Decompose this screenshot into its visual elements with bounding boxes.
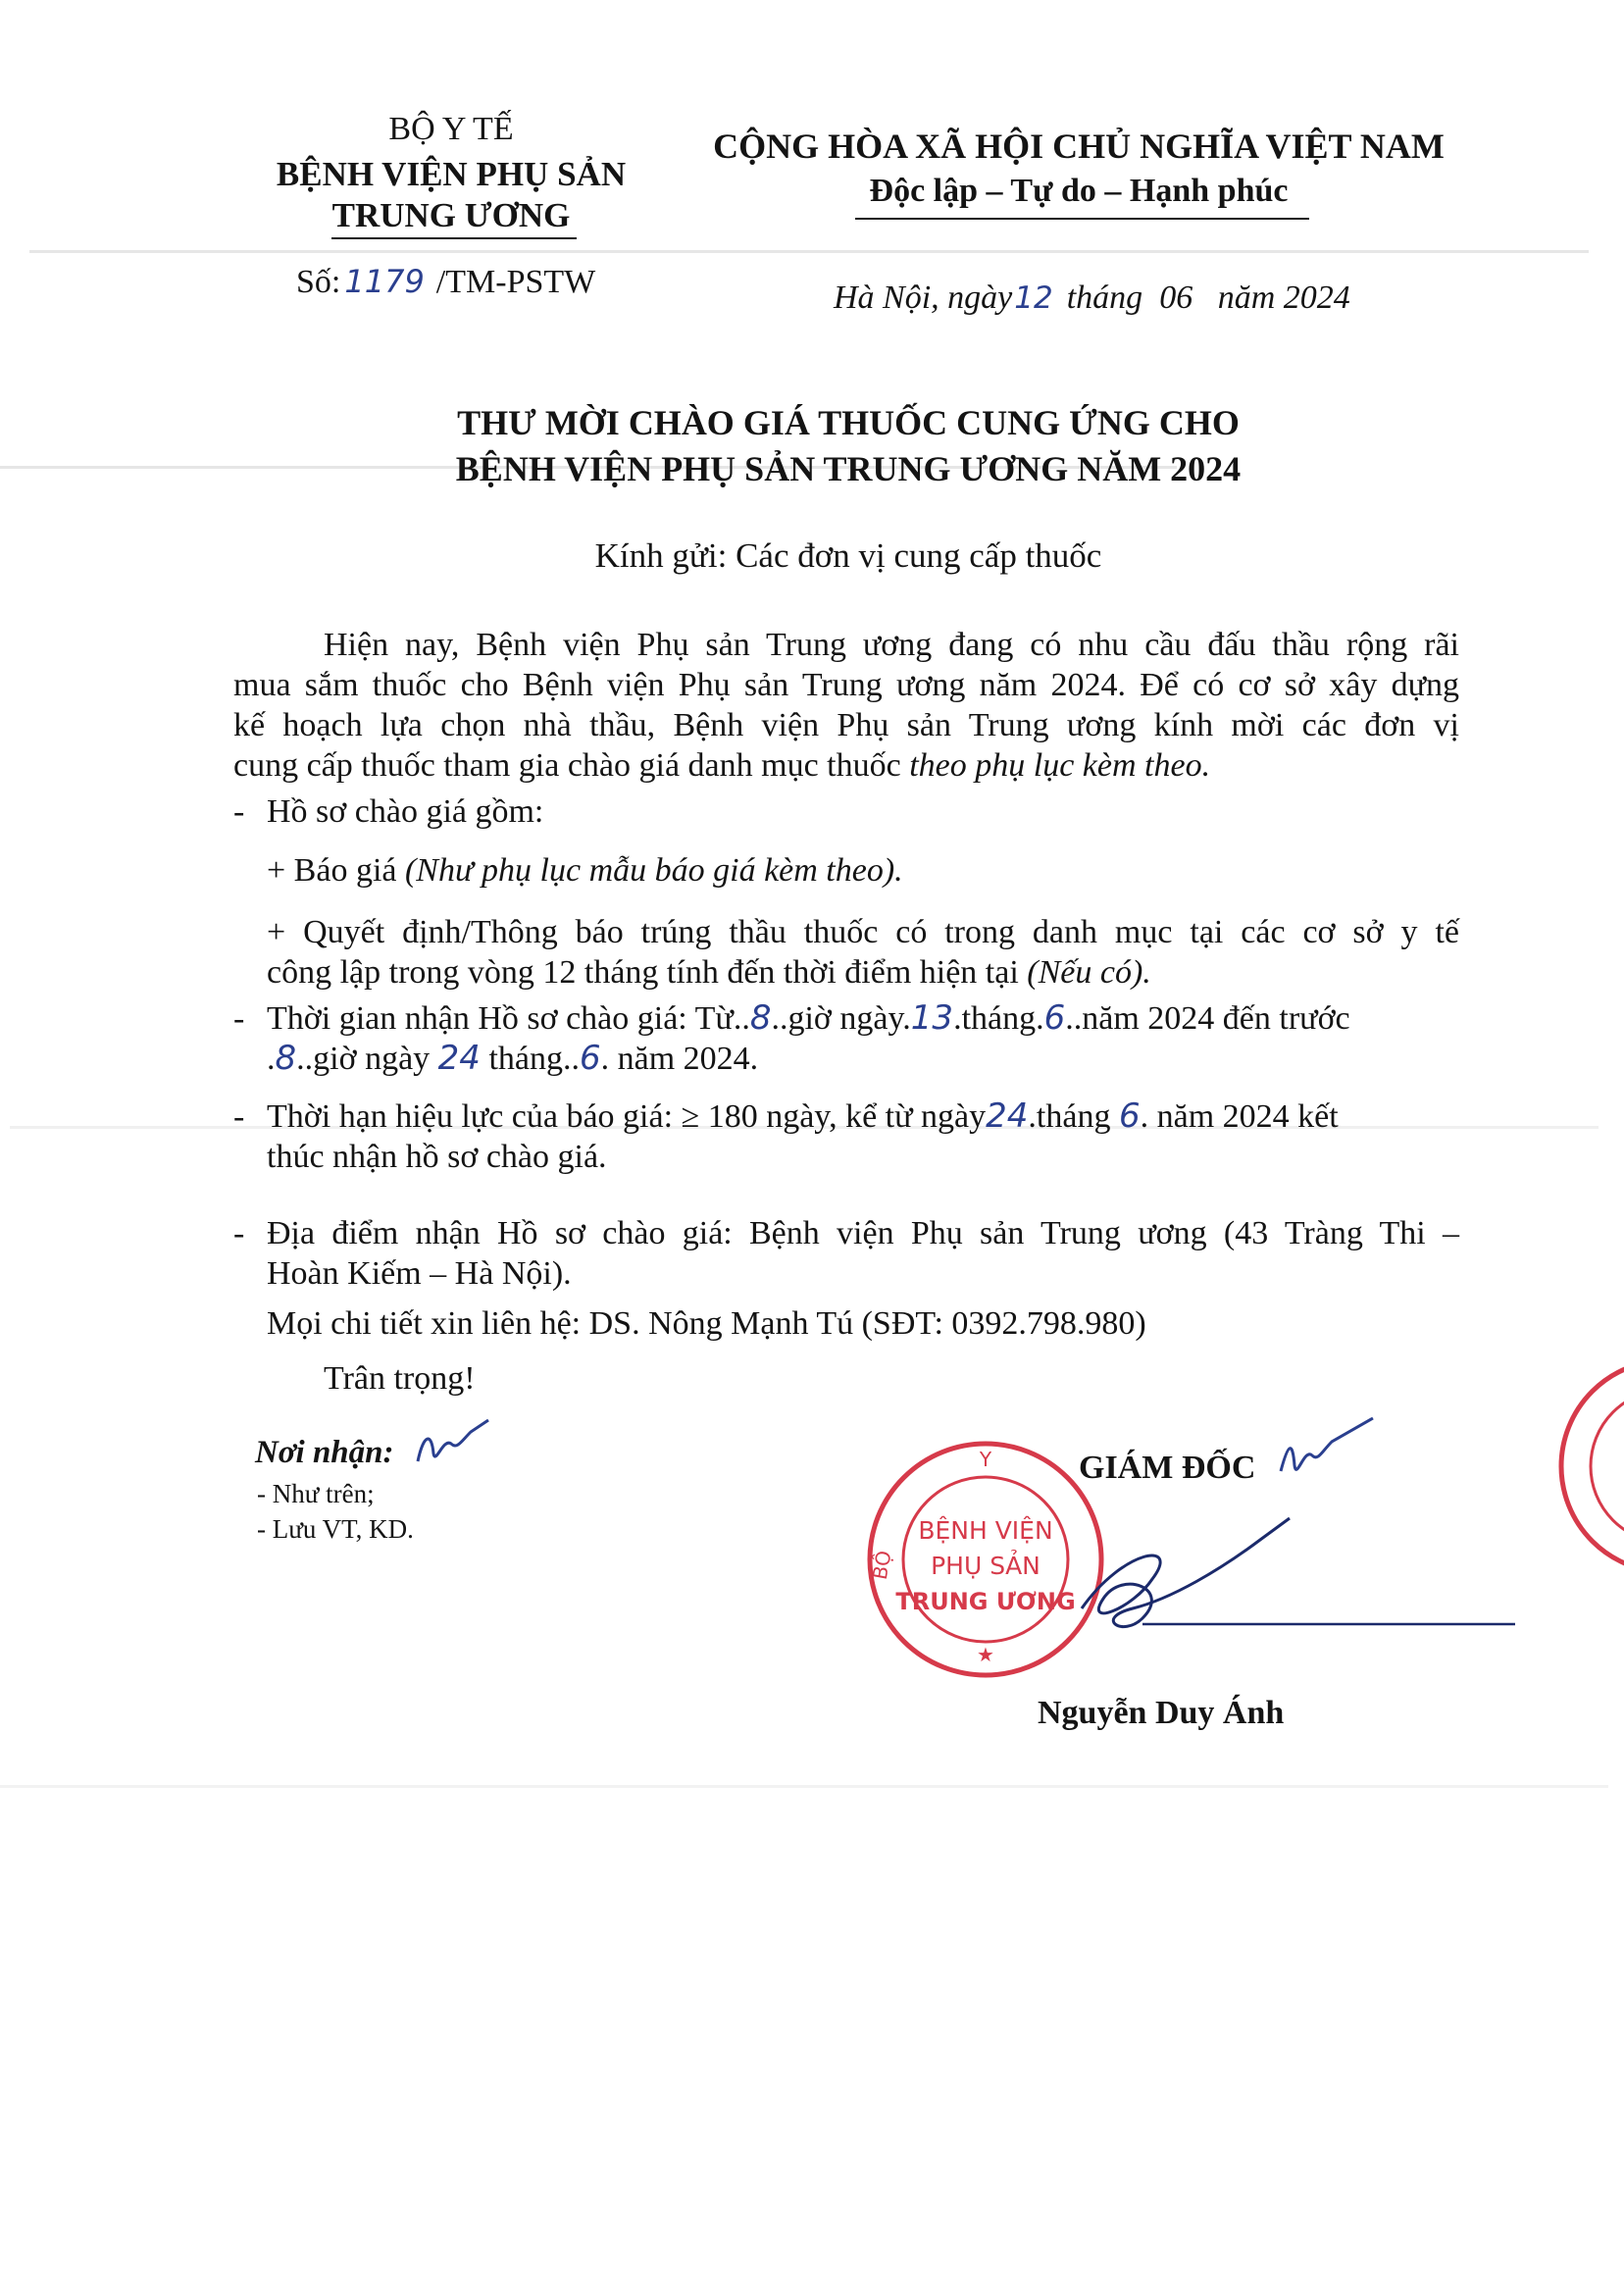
time-text: Thời gian nhận Hồ sơ chào giá: Từ.. — [267, 1000, 750, 1037]
recipients-label: Nơi nhận: — [255, 1435, 394, 1470]
ministry-name: BỘ Y TẾ — [388, 111, 514, 147]
partial-stamp — [1554, 1353, 1624, 1579]
time-text: ..năm 2024 đến trước — [1065, 1000, 1350, 1037]
time-day-end: 24 — [437, 1039, 481, 1078]
number-handwritten: 1179 — [344, 263, 425, 300]
stamp-line3: TRUNG ƯƠNG — [895, 1588, 1076, 1615]
place-line2: Hoàn Kiếm – Hà Nội). — [267, 1255, 572, 1292]
decision-text: công lập trong vòng 12 tháng tính đến thời điểm hiện tại — [267, 954, 1019, 991]
validity-text: .tháng — [1028, 1098, 1111, 1135]
addressee: Kính gửi: Các đơn vị cung cấp thuốc — [594, 536, 1102, 575]
place-line1: Địa điểm nhận Hồ sơ chào giá: Bệnh viện Phụ sản Trung ương (43 Tràng Thi – — [267, 1215, 1459, 1251]
time-line1-part1 — [267, 998, 1350, 1039]
bullet-dash: - — [233, 1000, 245, 1037]
hospital-name-line2: TRUNG ƯƠNG — [331, 196, 571, 234]
dossier-heading: Hồ sơ chào giá gồm: — [267, 793, 544, 830]
intro-line3: kế hoạch lựa chọn nhà thầu, Bệnh viện Phụ sản Trung ương kính mời các đơn vị — [233, 707, 1459, 743]
nation-name: CỘNG HÒA XÃ HỘI CHỦ NGHĨA VIỆT NAM — [713, 127, 1445, 166]
decision-line1: + Quyết định/Thông báo trúng thầu thuốc có trong danh mục tại các cơ sở y tế — [267, 914, 1459, 950]
hospital-underline — [331, 237, 577, 239]
stamp-line1: BỆNH VIỆN — [918, 1516, 1053, 1545]
time-month-end: 6 — [579, 1039, 601, 1078]
quote-item — [267, 850, 903, 891]
validity-text: Thời hạn hiệu lực của báo giá: ≥ 180 ngày, kể từ ngày — [267, 1098, 987, 1135]
time-text: ..giờ ngày. — [771, 1000, 911, 1037]
validity-line2: thúc nhận hồ sơ chào giá. — [267, 1139, 607, 1175]
contact-line: Mọi chi tiết xin liên hệ: DS. Nông Mạnh Tú (SĐT: 0392.798.980) — [267, 1305, 1146, 1342]
date-year: năm 2024 — [1217, 280, 1350, 316]
stamp-star-icon: ★ — [977, 1643, 994, 1666]
stamp-top-letter: Y — [979, 1448, 992, 1471]
decision-italic: (Nếu có). — [1027, 954, 1151, 991]
intro-line4-text: cung cấp thuốc tham gia chào giá danh mục thuốc — [233, 747, 901, 784]
recipient-1: - Như trên; — [257, 1479, 375, 1508]
initials-signature — [410, 1414, 498, 1473]
time-text: . — [267, 1041, 276, 1077]
title-line1: THƯ MỜI CHÀO GIÁ THUỐC CUNG ỨNG CHO — [457, 403, 1240, 442]
time-text: .tháng. — [953, 1000, 1044, 1037]
intro-line1: Hiện nay, Bệnh viện Phụ sản Trung ương đang có nhu cầu đấu thầu rộng rãi — [324, 627, 1459, 663]
time-line1 — [267, 998, 1459, 1039]
number-prefix: Số: — [296, 264, 341, 300]
validity-day: 24 — [986, 1096, 1029, 1136]
motto-underline — [855, 218, 1309, 220]
time-hour-end: 8 — [275, 1039, 297, 1078]
date-month-label: tháng — [1066, 280, 1143, 316]
director-signature — [1064, 1510, 1525, 1657]
quote-italic: (Như phụ lục mẫu báo giá kèm theo). — [404, 852, 903, 889]
bullet-dash: - — [233, 1098, 245, 1135]
time-text: . năm 2024. — [600, 1041, 759, 1077]
date-day: 12 — [1014, 280, 1053, 316]
scan-streak — [29, 250, 1589, 253]
stamp-left-text: BỘ — [867, 1549, 896, 1582]
title-line2: BỆNH VIỆN PHỤ SẢN TRUNG ƯƠNG NĂM 2024 — [455, 449, 1242, 488]
time-month-start: 6 — [1043, 998, 1066, 1038]
time-text: tháng.. — [488, 1041, 580, 1077]
date-month: 06 — [1159, 280, 1193, 316]
time-text: ..giờ ngày — [296, 1041, 431, 1077]
intro-line2: mua sắm thuốc cho Bệnh viện Phụ sản Trung ương năm 2024. Để có cơ sở xây dựng — [233, 667, 1459, 703]
validity-text: . năm 2024 kết — [1140, 1098, 1339, 1135]
closing: Trân trọng! — [324, 1360, 476, 1397]
stamp-line2: PHỤ SẢN — [931, 1552, 1040, 1580]
bullet-dash: - — [233, 1215, 245, 1251]
national-motto: Độc lập – Tự do – Hạnh phúc — [869, 173, 1289, 209]
date-prefix: Hà Nội, ngày — [834, 280, 1013, 316]
title-initials-signature — [1275, 1412, 1383, 1491]
time-line2 — [267, 1039, 758, 1079]
time-hour-start: 8 — [749, 998, 772, 1038]
intro-line4-italic: theo phụ lục kèm theo. — [909, 747, 1211, 784]
document-number — [296, 263, 595, 301]
signer-name: Nguyễn Duy Ánh — [1038, 1695, 1285, 1731]
recipient-2: - Lưu VT, KD. — [257, 1514, 414, 1544]
bullet-dash: - — [233, 793, 245, 830]
hospital-name-line1: BỆNH VIỆN PHỤ SẢN — [276, 155, 627, 193]
signer-title: GIÁM ĐỐC — [1079, 1450, 1256, 1486]
scan-streak — [0, 1785, 1608, 1788]
number-suffix: /TM-PSTW — [435, 264, 596, 300]
validity-month: 6 — [1118, 1096, 1141, 1136]
decision-line2 — [267, 952, 1151, 993]
document-date — [834, 280, 1350, 317]
time-day-start: 13 — [910, 998, 954, 1038]
quote-prefix: + Báo giá — [267, 852, 397, 889]
intro-line4 — [233, 745, 1210, 786]
validity-line1 — [267, 1096, 1339, 1137]
